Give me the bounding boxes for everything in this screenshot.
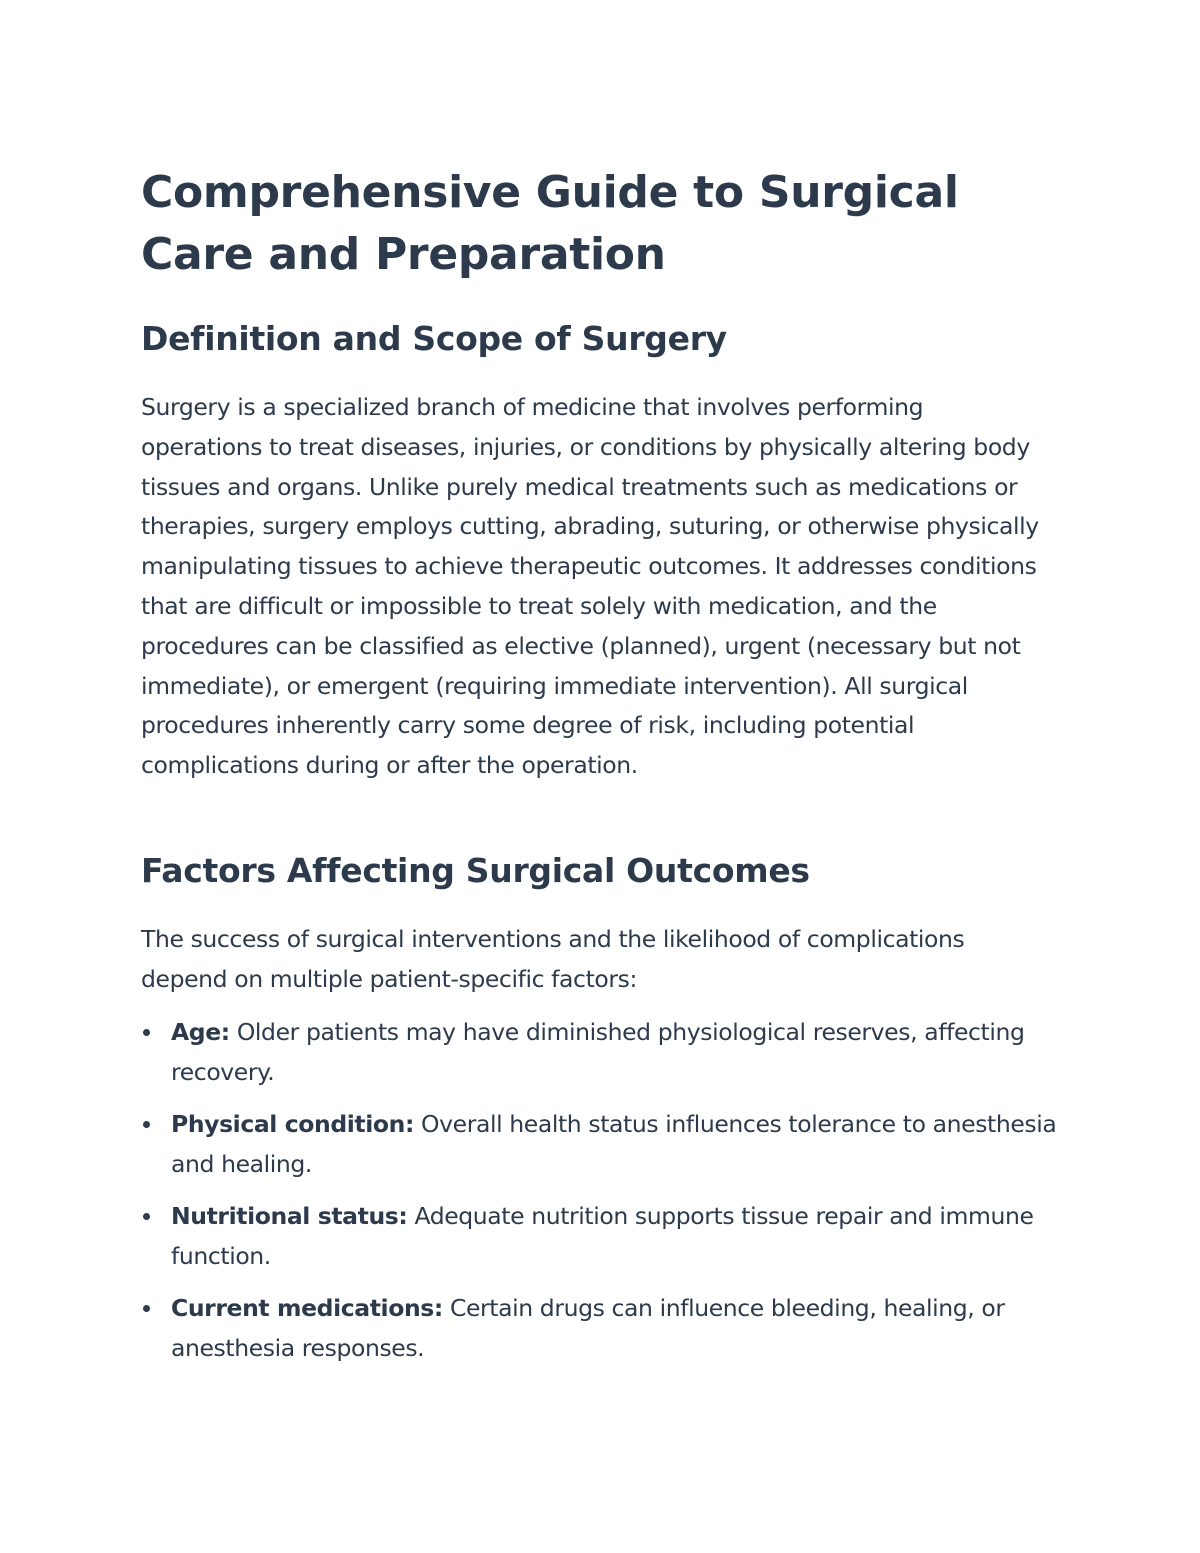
definition-paragraph: Surgery is a specialized branch of medicine that involves performing operations to treat diseases, injuries, or conditions by physically altering body tissues and organs. Unlike purely medical treatments such as medications or therapies, surgery employs cutting, abrading, suturing, or otherwise physically manipulating tissues to achieve therapeutic outcomes. It addresses conditions that are difficult or impossible to treat solely with medication, and the procedures can be classified as elective (planned), urgent (necessary but not immediate), or emergent (requiring immediate intervention). All surgical procedures inherently carry some degree of risk, including potential complications during or after the operation.	[141, 393, 1039, 780]
factor-term: Nutritional status:	[171, 1202, 408, 1230]
factor-description: Overall health status influences tolerance to anesthesia and healing.	[171, 1110, 1057, 1178]
bullet-icon	[143, 1305, 150, 1312]
factor-description: Older patients may have diminished physiological reserves, affecting recovery.	[171, 1018, 1025, 1086]
factor-term: Physical condition:	[171, 1110, 414, 1138]
list-item	[141, 1012, 1061, 1092]
section-heading-definition: Definition and Scope of Surgery	[141, 319, 727, 358]
list-item	[141, 1288, 1061, 1368]
document-title: Comprehensive Guide to Surgical Care and Preparation	[141, 167, 959, 280]
factor-description: Adequate nutrition supports tissue repair and immune function.	[171, 1202, 1034, 1270]
factor-term: Age:	[171, 1018, 230, 1046]
bullet-icon	[143, 1121, 150, 1128]
factors-intro-paragraph: The success of surgical interventions and the likelihood of complications depend on multiple patient-specific factors:	[141, 925, 965, 993]
factor-description: Certain drugs can influence bleeding, healing, or anesthesia responses.	[171, 1294, 1005, 1362]
bullet-icon	[143, 1213, 150, 1220]
list-item	[141, 1196, 1061, 1276]
factor-term: Current medications:	[171, 1294, 443, 1322]
bullet-icon	[143, 1029, 150, 1036]
section-heading-factors: Factors Affecting Surgical Outcomes	[141, 851, 810, 890]
factors-list	[141, 1012, 1061, 1380]
list-item	[141, 1104, 1061, 1184]
